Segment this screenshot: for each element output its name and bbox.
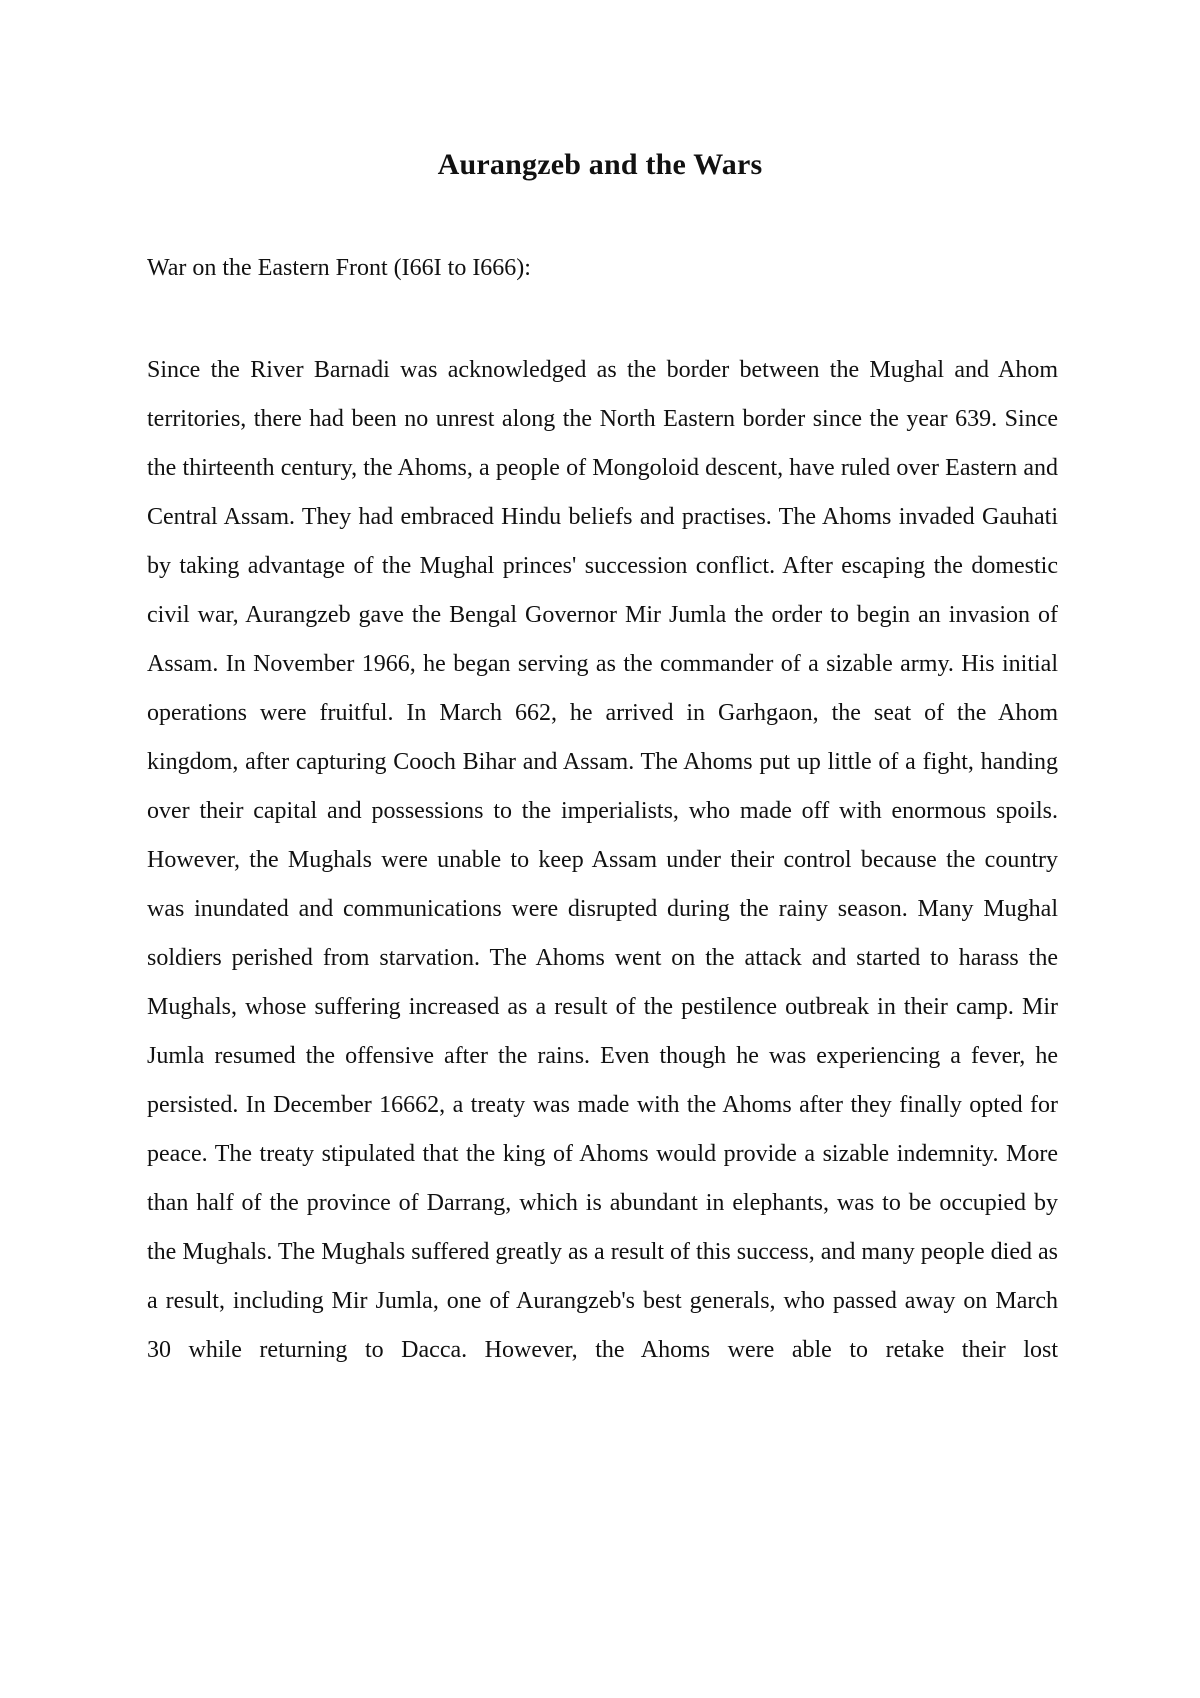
body-paragraph: Since the River Barnadi was acknowledged as the border between the Mughal and Ahom territories, there had been no unrest along the North Eastern border since the year 639. Since the thirteenth century, the Ahoms, a people of Mongoloid descent, have ruled over Eastern and Central Assam. They had embraced Hindu beliefs and practises. The Ahoms invaded Gauhati by taking advantage of the Mughal princes' succession conflict. After escaping the domestic civil war, Aurangzeb gave the Bengal Governor Mir Jumla the order to begin an invasion of Assam. In November 1966, he began serving as the commander of a sizable army. His initial operations were fruitful. In March 662, he arrived in Garhgaon, the seat of the Ahom kingdom, after capturing Cooch Bihar and Assam. The Ahoms put up little of a fight, handing over their capital and possessions to the imperialists, who made off with enormous spoils. However, the Mughals were unable to keep Assam under their control because the country was inundated and communications were disrupted during the rainy season. Many Mughal soldiers perished from starvation. The Ahoms went on the attack and started to harass the Mughals, whose suffering increased as a result of the pestilence outbreak in their camp. Mir Jumla resumed the offensive after the rains. Even though he was experiencing a fever, he persisted. In December 16662, a treaty was made with the Ahoms after they finally opted for peace. The treaty stipulated that the king of Ahoms would provide a sizable indemnity. More than half of the province of Darrang, which is abundant in elephants, was to be occupied by the Mughals. The Mughals suffered greatly as a result of this success, and many people died as a result, including Mir Jumla, one of Aurangzeb's best generals, who passed away on March 30 while returning to Dacca. However, the Ahoms were able to retake their lost (147, 357, 1058, 1363)
section-heading: War on the Eastern Front (I66I to I666): (147, 255, 531, 281)
page-title: Aurangzeb and the Wars (437, 148, 763, 181)
